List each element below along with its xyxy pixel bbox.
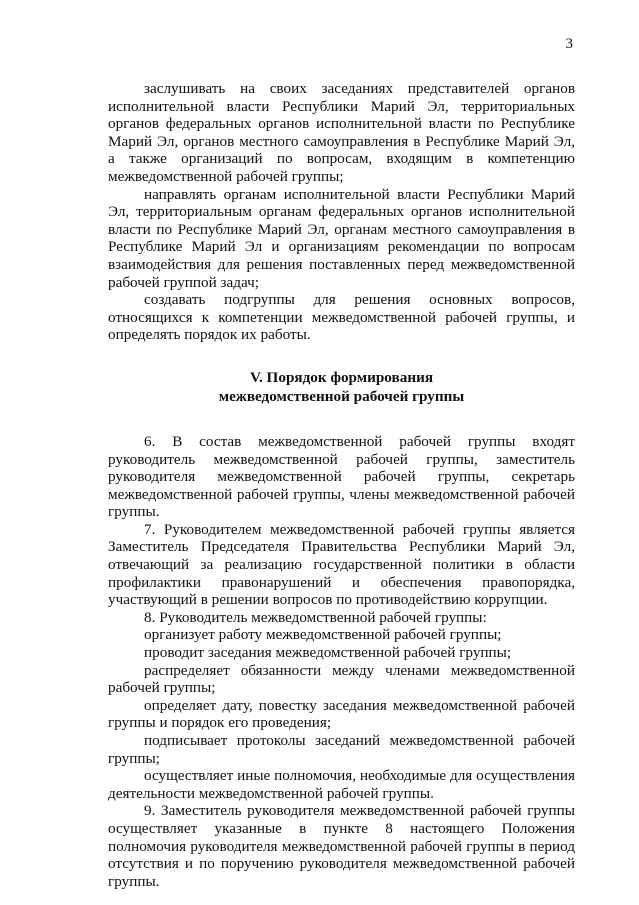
page-number: 3 — [565, 36, 573, 52]
paragraph-send-recommendations: направлять органам исполнительной власти Республики Марий Эл, территориальным органам федеральных органов исполнительной власти по Республике Марий Эл, органам местного самоуправления в Республике Марий Эл и организациям рекомендации по вопросам взаимодействия для решения поставленных перед межведомственной рабочей группой задач; — [108, 185, 575, 291]
paragraph-item-9: 9. Заместитель руководителя межведомственной рабочей группы осуществляет указанные в пункте 8 настоящего Положения полномочия руководителя межведомственной рабочей группы в период отсутствия и по поручению руководителя межведомственной рабочей группы. — [108, 802, 575, 890]
paragraph-hear-representatives: заслушивать на своих заседаниях представителей органов исполнительной власти Республики Марий Эл, территориальных органов федеральных органов исполнительной власти по Республике Марий Эл, органов местного самоуправления в Республике Марий Эл, а также организаций по вопросам, входящим в компетенцию межведомственной рабочей группы; — [108, 80, 575, 185]
paragraph-item-8-signs: подписывает протоколы заседаний межведомственной рабочей группы; — [108, 732, 575, 767]
paragraph-item-8-conducts: проводит заседания межведомственной рабочей группы; — [144, 644, 512, 662]
section-heading-line-2: межведомственной рабочей группы — [218, 387, 465, 405]
paragraph-item-6: 6. В состав межведомственной рабочей группы входят руководитель межведомственной рабочей группы, заместитель руководителя межведомственной рабочей группы, секретарь межведомственной рабочей группы, члены межведомственной рабочей группы. — [108, 432, 575, 521]
document-body — [108, 80, 575, 890]
paragraph-item-8-defines: определяет дату, повестку заседания межведомственной рабочей группы и порядок его проведения; — [108, 696, 575, 732]
paragraph-item-8-distributes: распределяет обязанности между членами межведомственной рабочей группы; — [108, 661, 575, 697]
paragraph-item-8-other-powers: осуществляет иные полномочия, необходимые для осуществления деятельности межведомственной рабочей группы. — [108, 767, 575, 802]
paragraph-item-8: 8. Руководитель межведомственной рабочей группы: — [144, 608, 487, 626]
section-heading-line-1: V. Порядок формирования — [249, 368, 434, 386]
section-heading — [108, 368, 575, 406]
paragraph-create-subgroups: создавать подгруппы для решения основных вопросов, относящихся к компетенции межведомственной рабочей группы, и определять порядок их работы. — [108, 291, 575, 344]
paragraph-item-8-organizes: организует работу межведомственной рабочей группы; — [144, 626, 502, 644]
paragraph-item-7: 7. Руководителем межведомственной рабочей группы является Заместитель Председателя Правительства Республики Марий Эл, отвечающий за реализацию государственной политики в области профилактики правонарушений и обеспечения правопорядка, участвующий в решении вопросов по противодействию коррупции. — [108, 520, 575, 609]
